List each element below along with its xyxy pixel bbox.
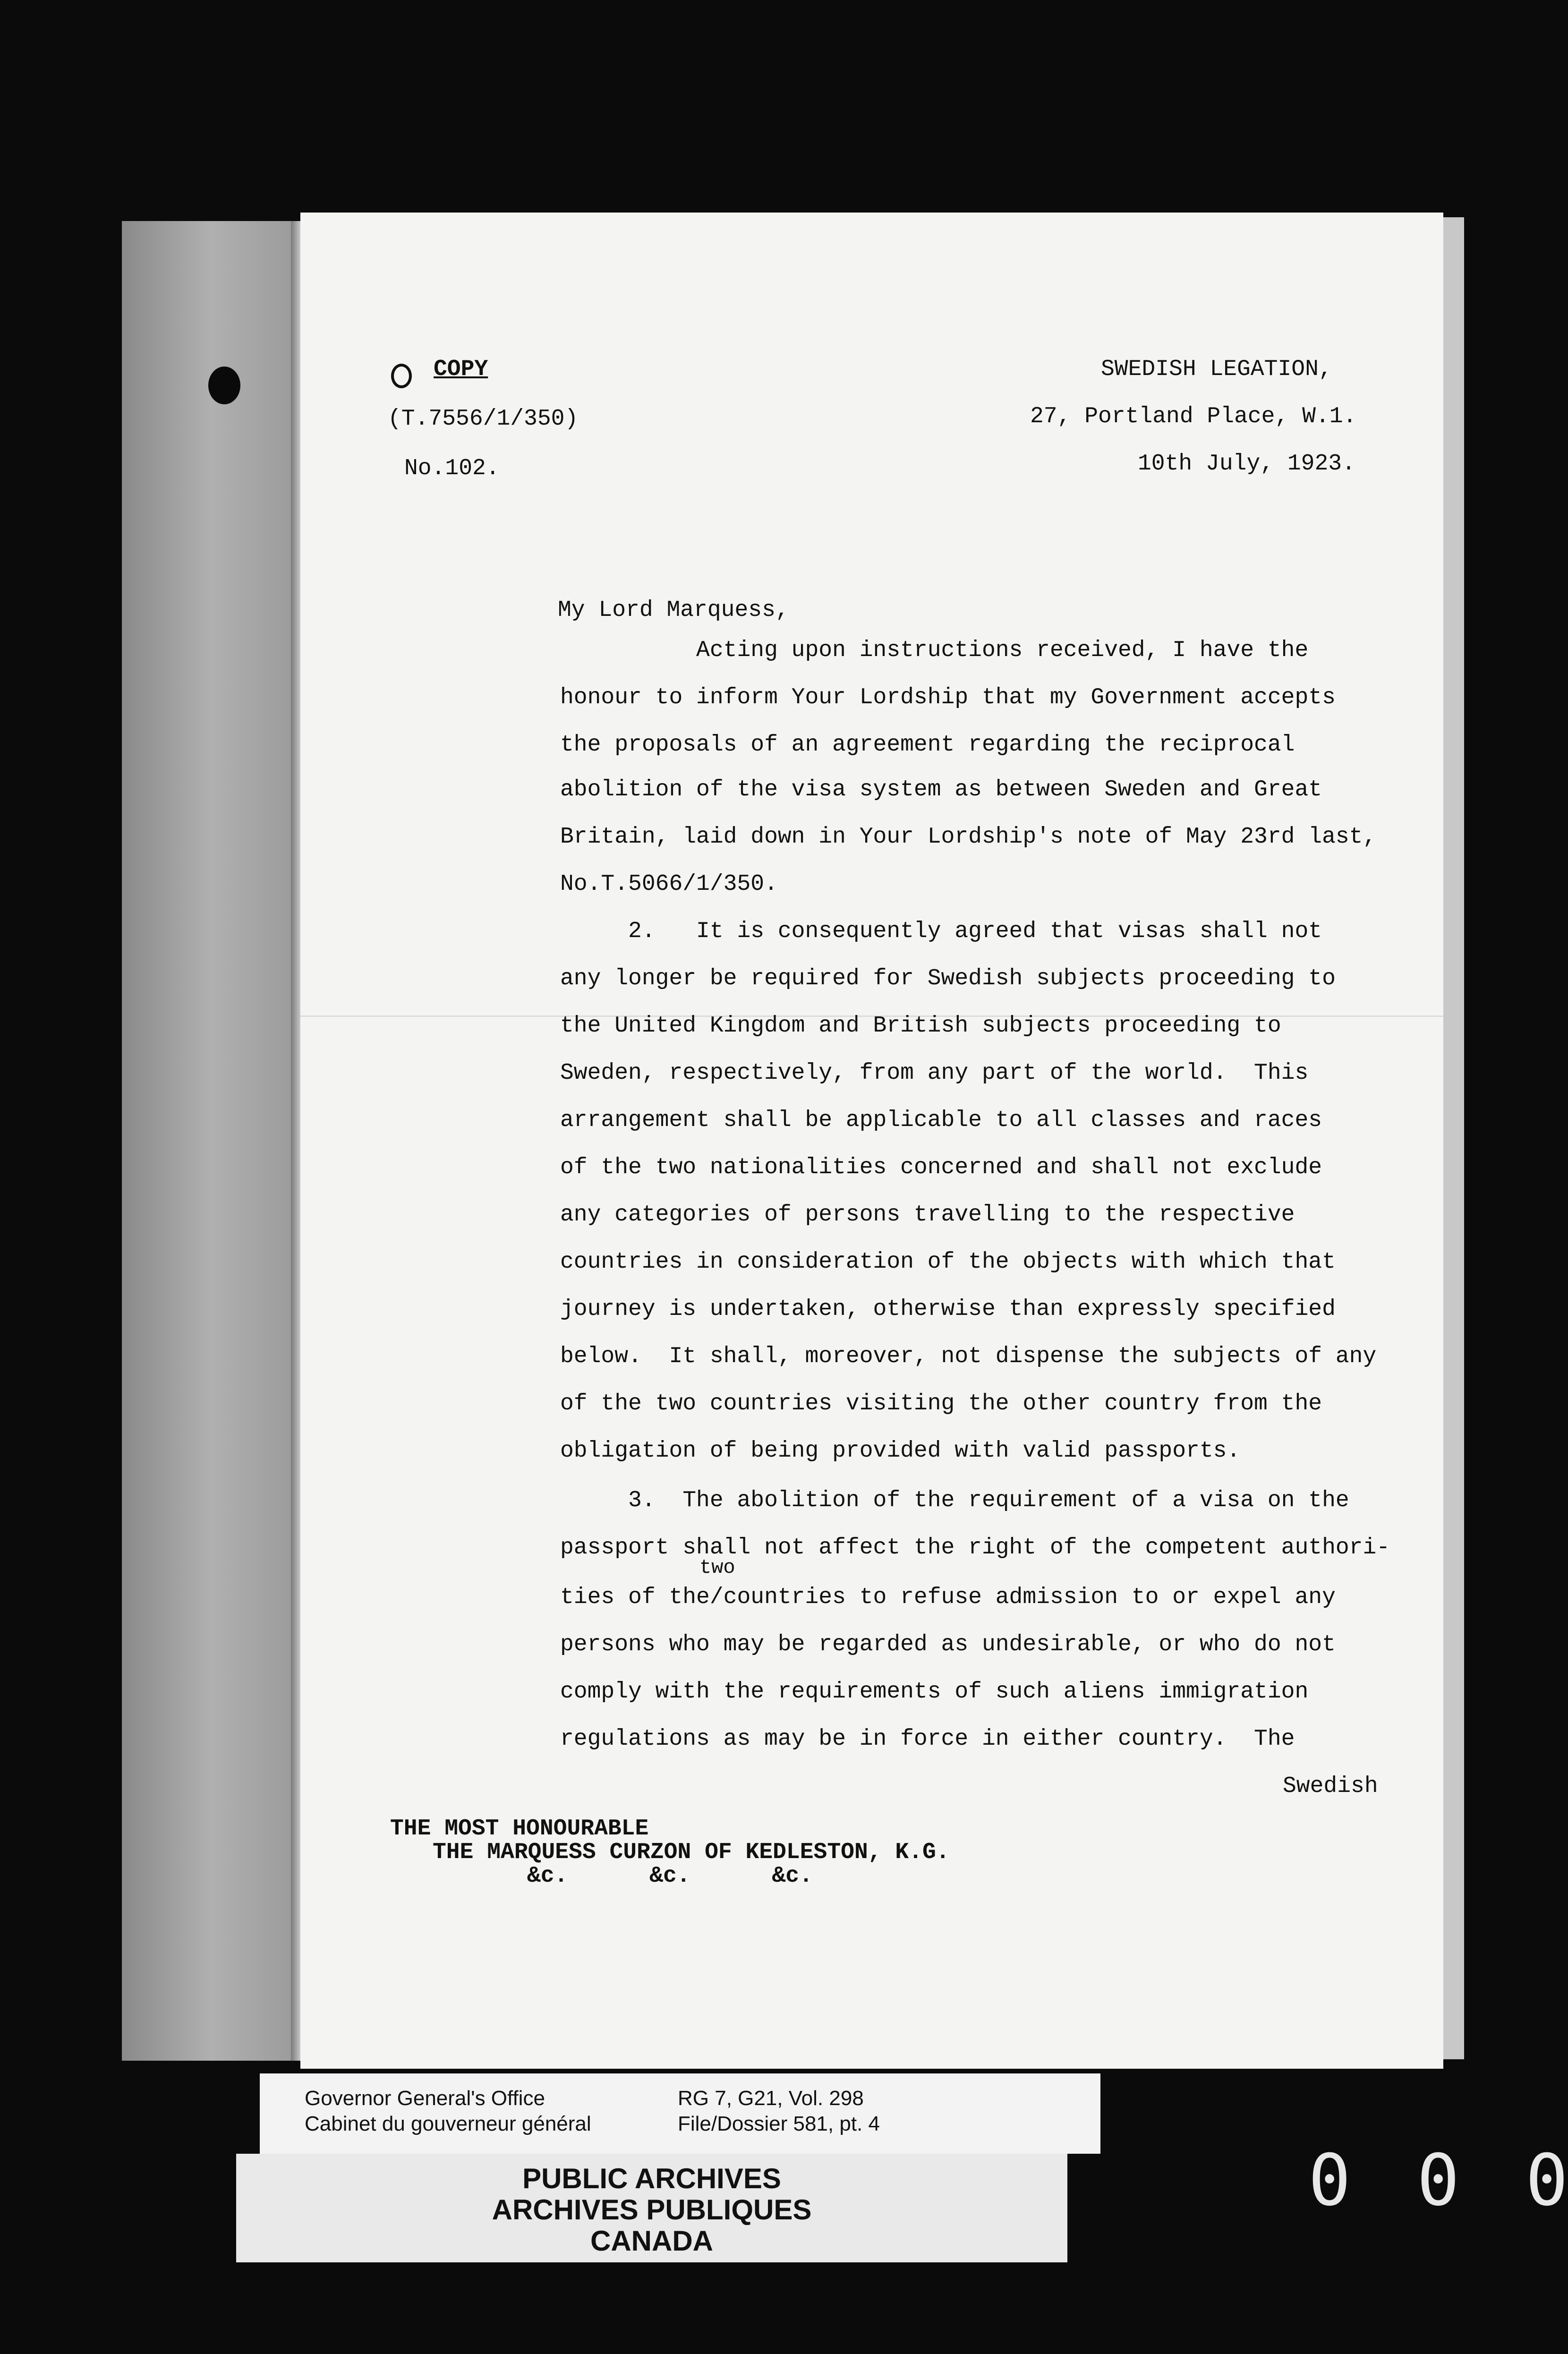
frame-digit: 0 bbox=[1308, 2140, 1351, 2222]
body-line: the proposals of an agreement regarding the reciprocal bbox=[560, 732, 1295, 758]
legation-name: SWEDISH LEGATION, bbox=[1101, 357, 1332, 382]
body-line: Acting upon instructions received, I have the bbox=[560, 638, 1309, 663]
file-reference: File/Dossier 581, pt. 4 bbox=[678, 2112, 880, 2135]
body-line: passport shall not affect the right of the competent authori- bbox=[560, 1535, 1390, 1561]
body-line: persons who may be regarded as undesirable, or who do not bbox=[560, 1632, 1336, 1657]
legation-address: 27, Portland Place, W.1. bbox=[1030, 404, 1357, 429]
body-line: below. It shall, moreover, not dispense the subjects of any bbox=[560, 1344, 1377, 1369]
body-line: abolition of the visa system as between Sweden and Great bbox=[560, 777, 1322, 802]
body-line: journey is undertaken, otherwise than expressly specified bbox=[560, 1296, 1336, 1322]
frame-digit: 0 bbox=[1525, 2140, 1568, 2222]
marginal-mark bbox=[391, 364, 412, 388]
catchword: Swedish bbox=[1283, 1774, 1378, 1799]
interlinear-insert: two bbox=[699, 1556, 735, 1579]
salutation: My Lord Marquess, bbox=[558, 597, 789, 623]
archive-reference-label bbox=[260, 2073, 1100, 2154]
copy-label: COPY bbox=[434, 357, 488, 382]
body-line: of the two nationalities concerned and shall not exclude bbox=[560, 1155, 1322, 1180]
body-line: Britain, laid down in Your Lordship's note of May 23rd last, bbox=[560, 824, 1377, 850]
office-english: Governor General's Office bbox=[305, 2087, 545, 2110]
body-line: ties of the/countries to refuse admission to or expel any bbox=[560, 1585, 1336, 1610]
body-line: the United Kingdom and British subjects proceeding to bbox=[560, 1013, 1281, 1039]
archive-name-french: ARCHIVES PUBLIQUES bbox=[492, 2194, 812, 2226]
addressee-line: THE MARQUESS CURZON OF KEDLESTON, K.G. bbox=[433, 1840, 950, 1865]
body-line: countries in consideration of the objects with which that bbox=[560, 1249, 1336, 1275]
body-line: No.T.5066/1/350. bbox=[560, 871, 778, 897]
body-line: 2. It is consequently agreed that visas shall not bbox=[560, 919, 1322, 944]
body-line: obligation of being provided with valid passports. bbox=[560, 1438, 1241, 1464]
body-line: 3. The abolition of the requirement of a visa on the bbox=[560, 1488, 1349, 1513]
frame-digit: 0 bbox=[1417, 2140, 1460, 2222]
body-line: any categories of persons travelling to the respective bbox=[560, 1202, 1295, 1228]
body-line: arrangement shall be applicable to all classes and races bbox=[560, 1108, 1322, 1133]
office-french: Cabinet du gouverneur général bbox=[305, 2112, 591, 2135]
addressee-line: &c. &c. &c. bbox=[527, 1863, 813, 1889]
reference-number: (T.7556/1/350) bbox=[388, 406, 579, 432]
letter-page bbox=[300, 213, 1443, 2069]
binding-strip bbox=[122, 221, 300, 2061]
body-line: of the two countries visiting the other country from the bbox=[560, 1391, 1322, 1416]
letter-date: 10th July, 1923. bbox=[1138, 451, 1355, 477]
addressee-line: THE MOST HONOURABLE bbox=[390, 1816, 649, 1842]
body-line: any longer be required for Swedish subjects proceeding to bbox=[560, 966, 1336, 991]
body-line: honour to inform Your Lordship that my Government accepts bbox=[560, 685, 1336, 710]
strip-shadow bbox=[291, 221, 301, 2061]
body-line: comply with the requirements of such aliens immigration bbox=[560, 1679, 1309, 1705]
body-line: regulations as may be in force in either country. The bbox=[560, 1726, 1295, 1752]
archive-name-english: PUBLIC ARCHIVES bbox=[522, 2163, 781, 2194]
record-group-reference: RG 7, G21, Vol. 298 bbox=[678, 2087, 864, 2110]
archive-country: CANADA bbox=[590, 2225, 713, 2257]
punch-hole bbox=[208, 367, 240, 404]
body-line: Sweden, respectively, from any part of the world. This bbox=[560, 1060, 1309, 1086]
public-archives-stamp bbox=[236, 2154, 1067, 2262]
despatch-number: No.102. bbox=[404, 456, 500, 481]
